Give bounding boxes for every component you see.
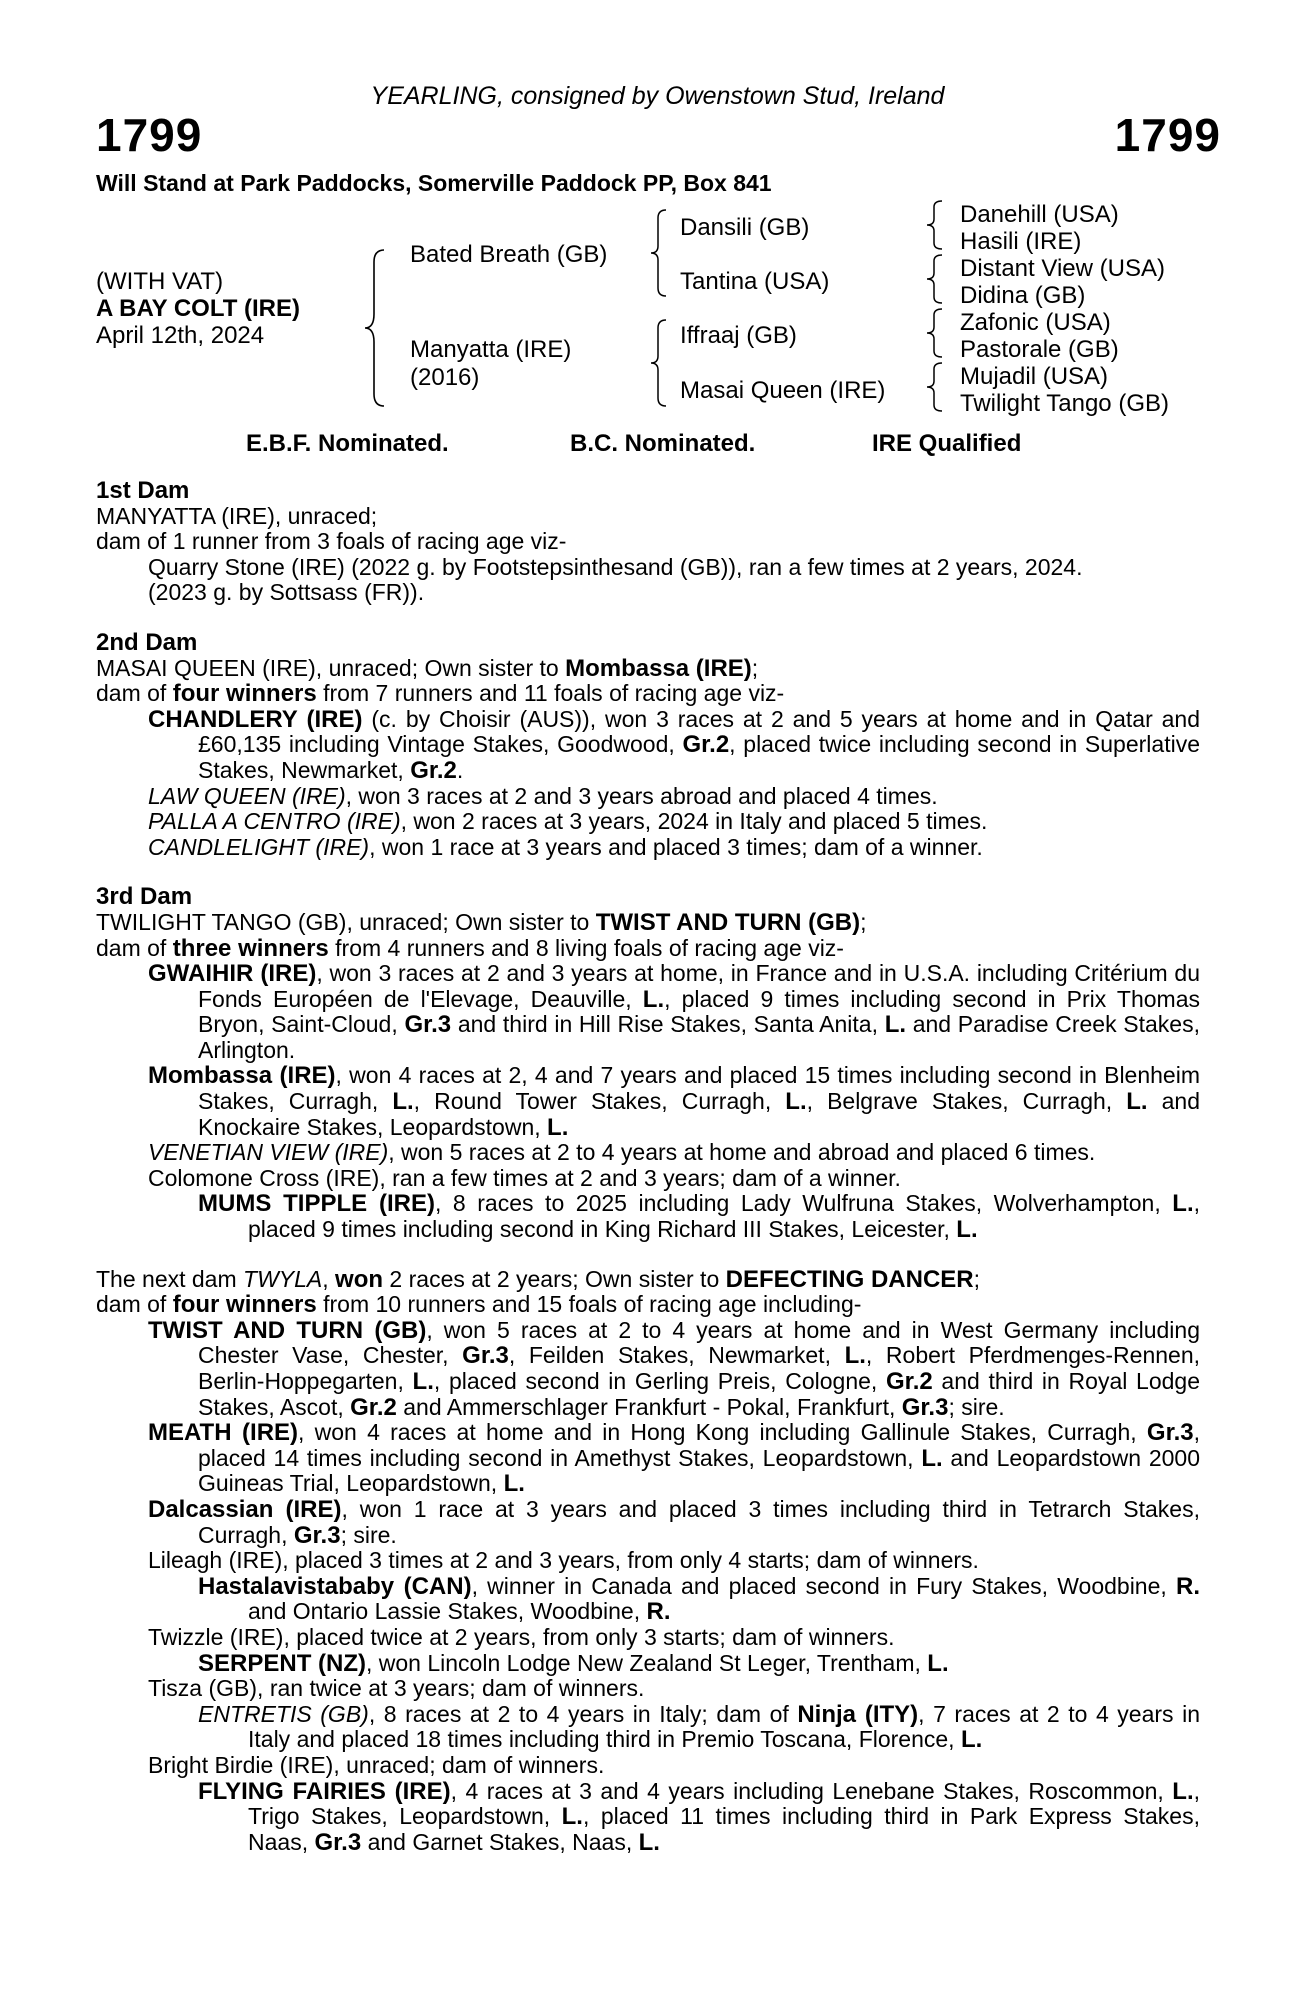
- progeny-entry: Twizzle (IRE), placed twice at 2 years, from only 3 starts; dam of winners.: [148, 1623, 895, 1650]
- pedigree-brace-g1: [924, 199, 946, 251]
- pedigree-brace-g3: [924, 307, 946, 359]
- second-dam-line: MASAI QUEEN (IRE), unraced; Own sister to Mombassa (IRE);: [96, 654, 759, 682]
- g3-ancestor-3: Distant View (USA): [960, 255, 1165, 282]
- ebf-nominated: E.B.F. Nominated.: [246, 430, 449, 457]
- g3-ancestor-6: Pastorale (GB): [960, 336, 1119, 363]
- third-dam-line: TWILIGHT TANGO (GB), unraced; Own sister to TWIST AND TURN (GB);: [96, 908, 867, 936]
- pedigree-brace-g4: [924, 361, 946, 413]
- progeny-entry: Mombassa (IRE), won 4 races at 2, 4 and 7 years and placed 15 times including second in Blenheim Stakes, Curragh, L., Round Tower Stakes, Curragh, L., Belgrave Stakes, Curragh, L. and Knockaire Stakes, Leopardstown, L.: [148, 1062, 1201, 1141]
- g3-ancestor-5: Zafonic (USA): [960, 309, 1111, 336]
- vat-label: (WITH VAT): [96, 268, 224, 295]
- g3-ancestor-4: Didina (GB): [960, 282, 1086, 309]
- next-dam-line: The next dam TWYLA, won 2 races at 2 years; Own sister to DEFECTING DANCER;: [96, 1265, 981, 1293]
- progeny-entry: MEATH (IRE), won 4 races at home and in Hong Kong including Gallinule Stakes, Curragh, Gr.3, placed 14 times including second in Amethyst Stakes, Leopardstown, L. and Leopardstown 2000 Guineas Trial, Leopardstown, L.: [148, 1419, 1201, 1498]
- horse-name: A BAY COLT (IRE): [96, 295, 301, 322]
- sire-sire-name: Dansili (GB): [680, 214, 810, 241]
- second-dam-line: dam of four winners from 7 runners and 11 foals of racing age viz-: [96, 680, 785, 708]
- first-dam-line: MANYATTA (IRE), unraced;: [96, 502, 378, 529]
- bc-nominated: B.C. Nominated.: [570, 430, 756, 457]
- progeny-entry: PALLA A CENTRO (IRE), won 2 races at 3 years, 2024 in Italy and placed 5 times.: [148, 808, 988, 835]
- pedigree-brace-dam: [648, 318, 670, 408]
- first-dam-line: dam of 1 runner from 3 foals of racing age viz-: [96, 528, 567, 555]
- g3-ancestor-7: Mujadil (USA): [960, 363, 1109, 390]
- third-dam-heading: 3rd Dam: [96, 883, 193, 911]
- dam-name: Manyatta (IRE): [410, 336, 572, 363]
- catalogue-body: [96, 478, 1200, 1855]
- progeny-entry: CHANDLERY (IRE) (c. by Choisir (AUS)), won 3 races at 2 and 5 years at home and in Qatar and £60,135 including Vintage Stakes, Goodwood, Gr.2, placed twice including second in Superlative Stakes, Newmarket, Gr.2.: [148, 705, 1200, 784]
- grand-progeny-entry: ENTRETIS (GB), 8 races at 2 to 4 years in Italy; dam of Ninja (ITY), 7 races at 2 to 4 years in Italy and placed 18 times including third in Premio Toscana, Florence, L.: [198, 1700, 1200, 1754]
- progeny-entry: Quarry Stone (IRE) (2022 g. by Footstepsinthesand (GB)), ran a few times at 2 years, 2024.: [148, 553, 1083, 580]
- dam-dam-name: Masai Queen (IRE): [680, 377, 886, 404]
- dam-year: (2016): [410, 364, 480, 391]
- grand-progeny-entry: SERPENT (NZ), won Lincoln Lodge New Zealand St Leger, Trentham, L.: [198, 1649, 949, 1677]
- progeny-entry: VENETIAN VIEW (IRE), won 5 races at 2 to 4 years at home and abroad and placed 6 times.: [148, 1139, 1096, 1166]
- progeny-entry: Dalcassian (IRE), won 1 race at 3 years and placed 3 times including third in Tetrarch Stakes, Curragh, Gr.3; sire.: [148, 1495, 1200, 1549]
- sire-dam-name: Tantina (USA): [680, 268, 830, 295]
- foaling-date: April 12th, 2024: [96, 322, 265, 349]
- progeny-entry: GWAIHIR (IRE), won 3 races at 2 and 3 years at home, in France and in U.S.A. including Critérium du Fonds Européen de l'Elevage, Deauville, L., placed 9 times including second in Prix Thomas Bryon, Saint-Cloud, Gr.3 and third in Hill Rise Stakes, Santa Anita, L. and Paradise Creek Stakes, Arlington.: [148, 960, 1200, 1063]
- dam-sire-name: Iffraaj (GB): [680, 322, 797, 349]
- progeny-entry: CANDLELIGHT (IRE), won 1 race at 3 years and placed 3 times; dam of a winner.: [148, 833, 983, 860]
- grand-progeny-entry: MUMS TIPPLE (IRE), 8 races to 2025 including Lady Wulfruna Stakes, Wolverhampton, L., placed 9 times including second in King Richard III Stakes, Leicester, L.: [198, 1190, 1200, 1244]
- g3-ancestor-8: Twilight Tango (GB): [960, 390, 1169, 417]
- third-dam-line: dam of three winners from 4 runners and 8 living foals of racing age viz-: [96, 934, 844, 962]
- grand-progeny-entry: FLYING FAIRIES (IRE), 4 races at 3 and 4 years including Lenebane Stakes, Roscommon, L., Trigo Stakes, Leopardstown, L., placed 11 times including third in Park Express Stakes, Naas, Gr.3 and Garnet Stakes, Naas, L.: [198, 1777, 1200, 1856]
- g3-ancestor-1: Danehill (USA): [960, 201, 1119, 228]
- lot-number-right: 1799: [1114, 109, 1221, 161]
- next-dam-line: dam of four winners from 10 runners and 15 foals of racing age including-: [96, 1291, 862, 1319]
- ire-qualified: IRE Qualified: [872, 430, 1022, 457]
- grand-progeny-entry: Hastalavistababy (CAN), winner in Canada and placed second in Fury Stakes, Woodbine, R. and Ontario Lassie Stakes, Woodbine, R.: [198, 1572, 1200, 1626]
- progeny-entry: TWIST AND TURN (GB), won 5 races at 2 to 4 years at home and in West Germany including Chester Vase, Chester, Gr.3, Feilden Stakes, Newmarket, L., Robert Pferdmenges-Rennen, Berlin-Hoppegarten, L., placed second in Gerling Preis, Cologne, Gr.2 and third in Royal Lodge Stakes, Ascot, Gr.2 and Ammerschlager Frankfurt - Pokal, Frankfurt, Gr.3; sire.: [148, 1316, 1201, 1421]
- progeny-entry: LAW QUEEN (IRE), won 3 races at 2 and 3 years abroad and placed 4 times.: [148, 782, 938, 809]
- g3-ancestor-2: Hasili (IRE): [960, 228, 1082, 255]
- pedigree-brace-main: [362, 248, 390, 408]
- first-dam-heading: 1st Dam: [96, 477, 190, 504]
- progeny-entry: Tisza (GB), ran twice at 3 years; dam of winners.: [148, 1675, 645, 1702]
- lot-number-left: 1799: [96, 109, 203, 161]
- progeny-entry: Lileagh (IRE), placed 3 times at 2 and 3 years, from only 4 starts; dam of winners.: [148, 1547, 979, 1574]
- stand-location: Will Stand at Park Paddocks, Somerville Paddock PP, Box 841: [96, 170, 772, 196]
- sire-name: Bated Breath (GB): [410, 241, 608, 268]
- progeny-entry: (2023 g. by Sottsass (FR)).: [148, 579, 425, 606]
- second-dam-heading: 2nd Dam: [96, 628, 198, 656]
- pedigree-brace-g2: [924, 253, 946, 305]
- catalogue-heading: YEARLING, consigned by Owenstown Stud, Ireland: [370, 82, 945, 110]
- progeny-entry: Colomone Cross (IRE), ran a few times at 2 and 3 years; dam of a winner.: [148, 1164, 901, 1191]
- pedigree-brace-sire: [648, 208, 670, 298]
- progeny-entry: Bright Birdie (IRE), unraced; dam of winners.: [148, 1751, 605, 1778]
